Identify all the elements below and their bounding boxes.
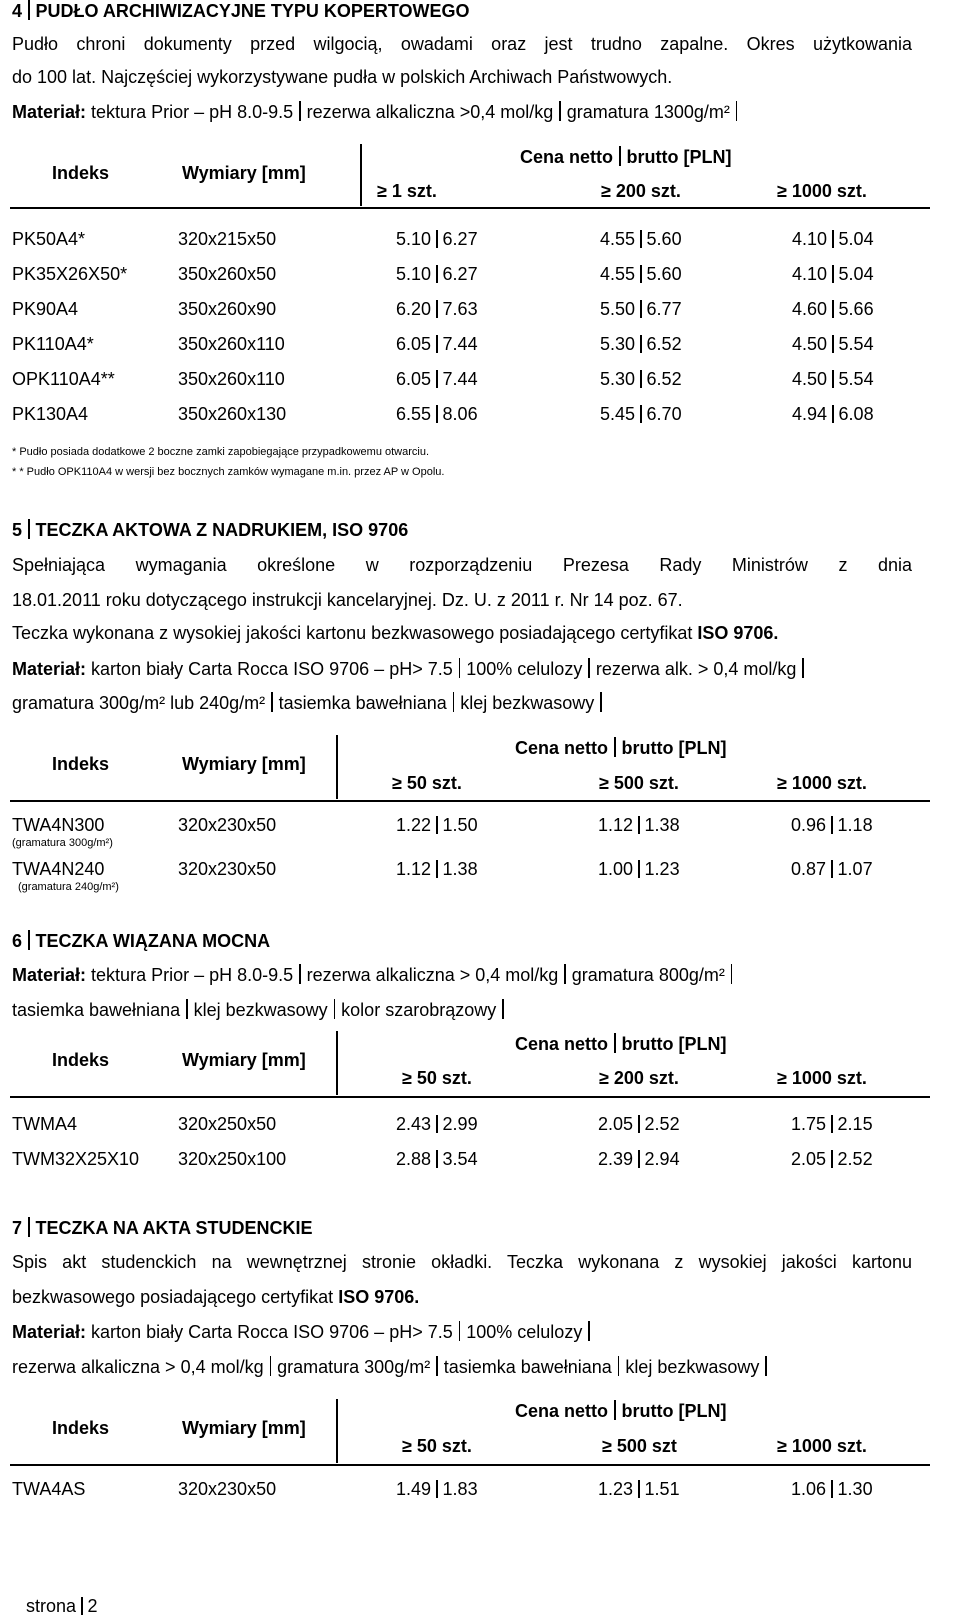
s5-header-price: Cena netto brutto [PLN] (515, 738, 727, 758)
table-row-index: PK50A4* (12, 229, 86, 249)
s7-header-divider (336, 1399, 338, 1463)
section-6-material-1: Materiał: tektura Prior – pH 8.0-9.5 rezerwa alkaliczna > 0,4 mol/kg gramatura 800g/m² (12, 964, 738, 986)
table-row-price-tier-3: 4.10 5.04 (792, 229, 874, 249)
s5-header-qty-1: ≥ 50 szt. (392, 773, 462, 793)
section-4-material: Materiał: tektura Prior – pH 8.0-9.5 rezerwa alkaliczna >0,4 mol/kg gramatura 1300g/m² (12, 101, 743, 123)
table-row-price-tier-2: 2.05 2.52 (598, 1114, 680, 1134)
table-row-price-tier-2: 5.30 6.52 (600, 334, 682, 354)
table-row-dimensions: 350x260x130 (178, 404, 287, 424)
table-row-price-tier-1: 6.55 8.06 (396, 404, 478, 424)
table-row-price-tier-2: 1.23 1.51 (598, 1479, 680, 1499)
section-5-title: 5 TECZKA AKTOWA Z NADRUKIEM, ISO 9706 (12, 520, 409, 540)
s4-header-rule (10, 207, 930, 209)
table-row-price-tier-1: 6.05 7.44 (396, 369, 478, 389)
s4-header-index: Indeks (52, 163, 110, 183)
section-7-material-2: rezerwa alkaliczna > 0,4 mol/kg gramatura 300g/m² tasiemka bawełniana klej bezkwasowy (12, 1356, 773, 1378)
table-row-index-note: (gramatura 300g/m²) (12, 837, 113, 849)
s6-header-price: Cena netto brutto [PLN] (515, 1034, 727, 1054)
table-row-price-tier-2: 4.55 5.60 (600, 229, 682, 249)
table-row-price-tier-3: 0.87 1.07 (791, 859, 873, 879)
table-row-dimensions: 320x215x50 (178, 229, 277, 249)
s5-header-dim: Wymiary [mm] (182, 754, 306, 774)
table-row-price-tier-1: 2.43 2.99 (396, 1114, 478, 1134)
table-row-price-tier-3: 4.10 5.04 (792, 264, 874, 284)
table-row-price-tier-2: 5.50 6.77 (600, 299, 682, 319)
section-4-title: 4 PUDŁO ARCHIWIZACYJNE TYPU KOPERTOWEGO (12, 1, 470, 21)
s6-header-qty-1: ≥ 50 szt. (402, 1068, 472, 1088)
s6-header-qty-2: ≥ 200 szt. (599, 1068, 679, 1088)
table-row-price-tier-1: 1.49 1.83 (396, 1479, 478, 1499)
s4-header-price: Cena netto brutto [PLN] (520, 147, 732, 167)
s7-header-price: Cena netto brutto [PLN] (515, 1401, 727, 1421)
table-row-price-tier-2: 1.12 1.38 (598, 815, 680, 835)
table-row-index: TWMA4 (12, 1114, 77, 1134)
s4-header-qty-3: ≥ 1000 szt. (777, 181, 867, 201)
s6-header-dim: Wymiary [mm] (182, 1050, 306, 1070)
table-row-price-tier-1: 5.10 6.27 (396, 264, 478, 284)
table-row-dimensions: 320x250x50 (178, 1114, 277, 1134)
s7-header-dim: Wymiary [mm] (182, 1418, 306, 1438)
s4-header-qty-1: ≥ 1 szt. (377, 181, 437, 201)
s5-header-index: Indeks (52, 754, 110, 774)
s4-header-divider (360, 144, 362, 206)
table-row-index: TWA4N240 (12, 859, 105, 879)
section-7-desc-1: Spis akt studenckich na wewnętrznej stronie okładki. Teczka wykonana z wysokiej jakości kartonu (12, 1252, 912, 1272)
table-row-price-tier-1: 5.10 6.27 (396, 229, 478, 249)
table-row-price-tier-1: 6.05 7.44 (396, 334, 478, 354)
s5-header-qty-2: ≥ 500 szt. (599, 773, 679, 793)
table-row-index: PK110A4* (12, 334, 94, 354)
table-row-price-tier-2: 5.45 6.70 (600, 404, 682, 424)
section-7-title: 7 TECZKA NA AKTA STUDENCKIE (12, 1218, 313, 1238)
section-5-material-1: Materiał: karton biały Carta Rocca ISO 9706 – pH> 7.5 100% celulozy rezerwa alk. > 0,4 mol/kg (12, 658, 810, 680)
table-row-dimensions: 350x260x110 (178, 334, 285, 354)
s5-header-divider (336, 735, 338, 799)
table-row-price-tier-3: 1.75 2.15 (791, 1114, 873, 1134)
table-row-price-tier-3: 4.50 5.54 (792, 334, 874, 354)
s7-header-qty-3: ≥ 1000 szt. (777, 1436, 867, 1456)
table-row-dimensions: 320x230x50 (178, 859, 277, 879)
s7-header-index: Indeks (52, 1418, 110, 1438)
s7-header-qty-1: ≥ 50 szt. (402, 1436, 472, 1456)
table-row-price-tier-1: 1.12 1.38 (396, 859, 478, 879)
s6-header-rule (10, 1096, 930, 1098)
table-row-index: TWM32X25X10 (12, 1149, 140, 1169)
table-row-index: TWA4N300 (12, 815, 105, 835)
table-row-price-tier-2: 4.55 5.60 (600, 264, 682, 284)
section-5-material-2: gramatura 300g/m² lub 240g/m² tasiemka bawełniana klej bezkwasowy (12, 692, 608, 714)
section-5-desc-1: Spełniająca wymagania określone w rozporządzeniu Prezesa Rady Ministrów z dnia (12, 555, 912, 575)
table-row-dimensions: 350x260x110 (178, 369, 285, 389)
s6-header-qty-3: ≥ 1000 szt. (777, 1068, 867, 1088)
table-row-price-tier-2: 2.39 2.94 (598, 1149, 680, 1169)
section-6-material-2: tasiemka bawełniana klej bezkwasowy kolor szarobrązowy (12, 999, 510, 1021)
table-row-index: PK90A4 (12, 299, 79, 319)
table-row-dimensions: 320x230x50 (178, 1479, 277, 1499)
section-7-material-1: Materiał: karton biały Carta Rocca ISO 9706 – pH> 7.5 100% celulozy (12, 1321, 596, 1343)
s4-header-qty-2: ≥ 200 szt. (601, 181, 681, 201)
table-row-price-tier-1: 1.22 1.50 (396, 815, 478, 835)
table-row-price-tier-2: 5.30 6.52 (600, 369, 682, 389)
table-row-price-tier-3: 4.50 5.54 (792, 369, 874, 389)
table-row-price-tier-1: 6.20 7.63 (396, 299, 478, 319)
s7-header-qty-2: ≥ 500 szt (602, 1436, 677, 1456)
table-row-index: PK130A4 (12, 404, 89, 424)
section-5-desc-2: 18.01.2011 roku dotyczącego instrukcji kancelaryjnej. Dz. U. z 2011 r. Nr 14 poz. 67. (12, 590, 683, 610)
table-row-price-tier-1: 2.88 3.54 (396, 1149, 478, 1169)
table-row-dimensions: 350x260x50 (178, 264, 277, 284)
section-4-desc-1: Pudło chroni dokumenty przed wilgocią, owadami oraz jest trudno zapalne. Okres użytkowania (12, 34, 912, 54)
s5-header-rule (10, 800, 930, 802)
table-row-dimensions: 320x230x50 (178, 815, 277, 835)
section-5-desc-3: Teczka wykonana z wysokiej jakości kartonu bezkwasowego posiadającego certyfikat ISO 9706. (12, 623, 779, 643)
page-number: strona 2 (26, 1596, 98, 1616)
table-row-price-tier-3: 4.60 5.66 (792, 299, 874, 319)
table-row-dimensions: 350x260x90 (178, 299, 277, 319)
table-row-index-note: (gramatura 240g/m²) (18, 881, 119, 893)
s5-header-qty-3: ≥ 1000 szt. (777, 773, 867, 793)
s7-header-rule (10, 1464, 930, 1466)
table-row-price-tier-3: 0.96 1.18 (791, 815, 873, 835)
section-7-desc-2: bezkwasowego posiadającego certyfikat ISO 9706. (12, 1287, 420, 1307)
s6-header-divider (336, 1031, 338, 1095)
s4-note-1: * Pudło posiada dodatkowe 2 boczne zamki zapobiegające przypadkowemu otwarciu. (12, 446, 430, 458)
s4-note-2: * * Pudło OPK110A4 w wersji bez bocznych zamków wymagane m.in. przez AP w Opolu. (12, 466, 445, 478)
s4-header-dim: Wymiary [mm] (182, 163, 306, 183)
table-row-index: PK35X26X50* (12, 264, 128, 284)
s6-header-index: Indeks (52, 1050, 110, 1070)
table-row-price-tier-3: 2.05 2.52 (791, 1149, 873, 1169)
table-row-price-tier-3: 1.06 1.30 (791, 1479, 873, 1499)
table-row-price-tier-2: 1.00 1.23 (598, 859, 680, 879)
section-4-desc-2: do 100 lat. Najczęściej wykorzystywane pudła w polskich Archiwach Państwowych. (12, 67, 673, 87)
table-row-index: TWA4AS (12, 1479, 86, 1499)
section-6-title: 6 TECZKA WIĄZANA MOCNA (12, 931, 271, 951)
table-row-dimensions: 320x250x100 (178, 1149, 287, 1169)
table-row-index: OPK110A4** (12, 369, 115, 389)
table-row-price-tier-3: 4.94 6.08 (792, 404, 874, 424)
